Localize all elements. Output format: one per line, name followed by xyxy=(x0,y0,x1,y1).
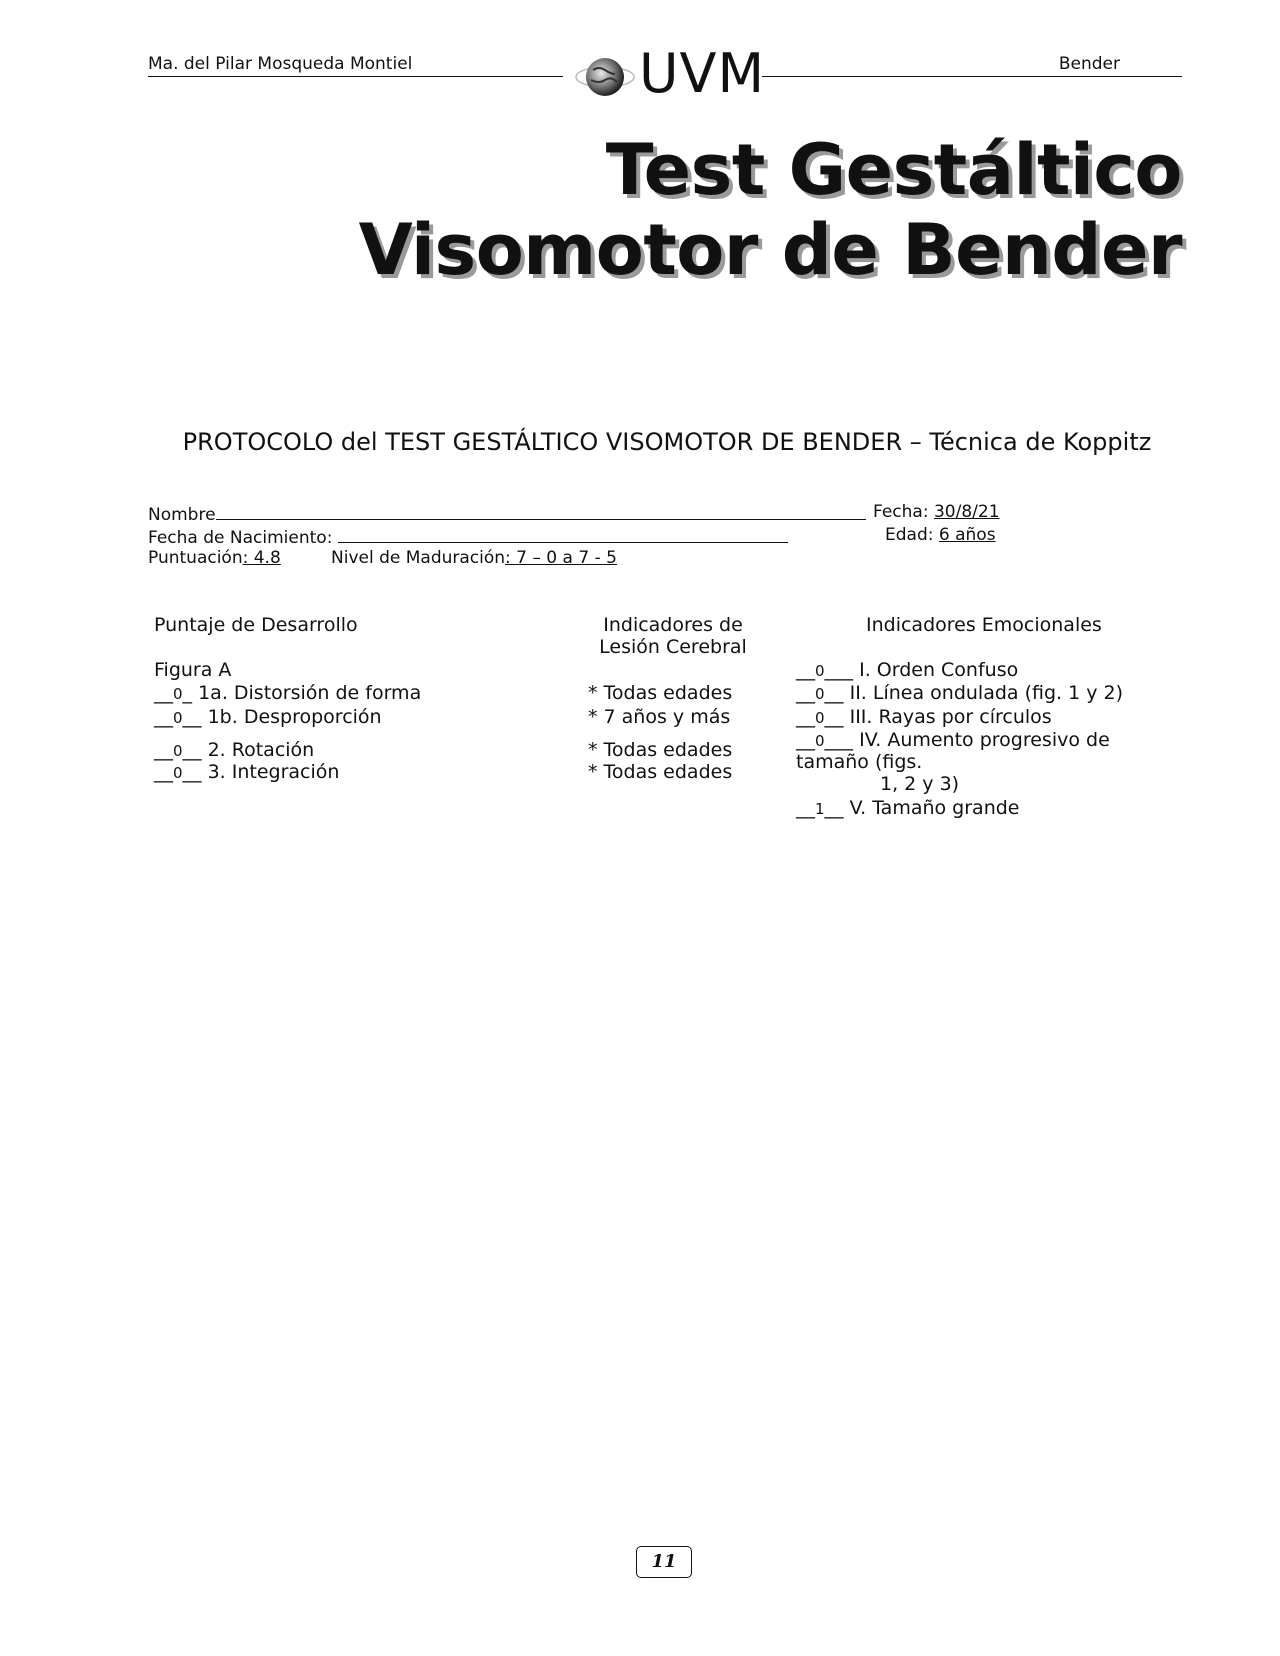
edad-label: Edad: xyxy=(885,525,939,545)
page-number: 11 xyxy=(636,1546,692,1578)
figura-label: Figura A xyxy=(154,659,232,681)
emocional-item: __0__ II. Línea ondulada (fig. 1 y 2) xyxy=(796,682,1124,704)
edad-row xyxy=(885,525,996,545)
desarrollo-item: __0__ 3. Integración xyxy=(154,761,340,783)
edad-value: 6 años xyxy=(938,525,996,545)
desarrollo-item: __0__ 1b. Desproporción xyxy=(154,706,382,728)
fecha-label: Fecha: xyxy=(873,502,934,522)
desarrollo-item: __0_ 1a. Distorsión de forma xyxy=(154,682,422,704)
title-line-1: Test Gestáltico xyxy=(605,129,1182,211)
document-title xyxy=(359,130,1182,290)
header-rule-right xyxy=(762,76,1182,77)
logo-text: UVM xyxy=(639,42,766,105)
emocional-item-continuation: tamaño (figs. xyxy=(796,751,923,773)
nivel-row xyxy=(331,548,617,568)
uvm-logo xyxy=(575,42,775,105)
header-author: Ma. del Pilar Mosqueda Montiel xyxy=(148,54,413,74)
nacimiento-row xyxy=(148,525,788,548)
nombre-row xyxy=(148,502,866,525)
nacimiento-label: Fecha de Nacimiento: xyxy=(148,528,338,548)
globe-icon xyxy=(575,52,635,102)
emocional-item: __1__ V. Tamaño grande xyxy=(796,797,1020,819)
lesion-heading: Indicadores de Lesión Cerebral xyxy=(599,614,747,658)
nivel-value: : 7 – 0 a 7 - 5 xyxy=(505,548,617,568)
nacimiento-blank xyxy=(338,525,788,543)
puntuacion-value: : 4.8 xyxy=(242,548,281,568)
desarrollo-heading: Puntaje de Desarrollo xyxy=(154,614,358,636)
lesion-item: * Todas edades xyxy=(588,739,733,761)
lesion-item: * Todas edades xyxy=(588,761,733,783)
emocional-item-continuation: 1, 2 y 3) xyxy=(880,773,960,795)
puntuacion-label: Puntuación xyxy=(148,548,243,568)
lesion-item: * Todas edades xyxy=(588,682,733,704)
emocional-item: __0___ I. Orden Confuso xyxy=(796,659,1019,681)
desarrollo-item: __0__ 2. Rotación xyxy=(154,739,315,761)
nombre-blank xyxy=(216,502,866,520)
nivel-label: Nivel de Maduración xyxy=(331,548,506,568)
fecha-row xyxy=(873,502,1000,522)
emocionales-heading: Indicadores Emocionales xyxy=(866,614,1102,636)
title-line-2: Visomotor de Bender xyxy=(358,209,1182,291)
header-subject: Bender xyxy=(1058,54,1120,74)
puntuacion-row xyxy=(148,548,281,568)
fecha-value: 30/8/21 xyxy=(933,502,1000,522)
protocol-heading: PROTOCOLO del TEST GESTÁLTICO VISOMOTOR DE BENDER – Técnica de Koppitz xyxy=(182,428,1152,456)
emocional-item: __0__ III. Rayas por círculos xyxy=(796,706,1052,728)
emocional-item: __0___ IV. Aumento progresivo de xyxy=(796,729,1110,751)
header-rule-left xyxy=(148,76,563,77)
lesion-item: * 7 años y más xyxy=(588,706,731,728)
nombre-label: Nombre xyxy=(148,505,216,525)
